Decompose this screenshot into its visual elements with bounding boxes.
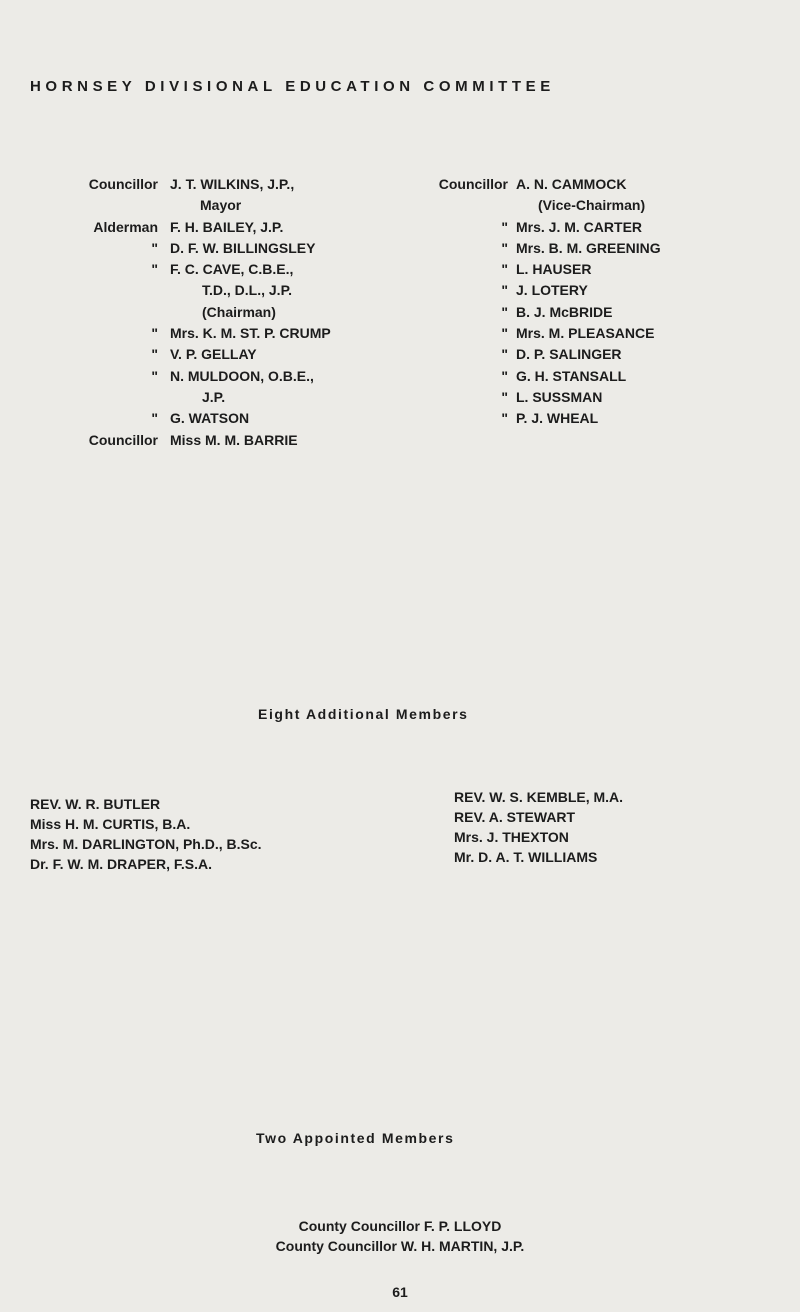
- member-row: " V. P. GELLAY: [151, 346, 257, 363]
- member-row: " P. J. WHEAL: [501, 410, 599, 427]
- list-item: REV. A. STEWART: [454, 809, 576, 825]
- list-item: REV. W. S. KEMBLE, M.A.: [454, 789, 624, 805]
- member-row: (Chairman): [202, 303, 276, 320]
- list-item: Dr. F. W. M. DRAPER, F.S.A.: [30, 856, 213, 872]
- member-row: " D. F. W. BILLINGSLEY: [151, 239, 316, 256]
- additional-members-right: [454, 787, 623, 867]
- right-member-column: [412, 174, 782, 430]
- left-member-column: [30, 174, 410, 451]
- member-row: " Mrs. K. M. ST. P. CRUMP: [151, 325, 331, 342]
- member-row: J.P.: [202, 388, 226, 405]
- member-row: (Vice-Chairman): [538, 197, 646, 214]
- member-row: " B. J. McBRIDE: [501, 303, 613, 320]
- member-row: Councillor J. T. WILKINS, J.P.,: [88, 176, 295, 192]
- member-row: Alderman F. H. BAILEY, J.P.: [93, 218, 284, 235]
- member-row: " L. SUSSMAN: [501, 388, 603, 405]
- list-item: Mrs. M. DARLINGTON, Ph.D., B.Sc.: [30, 836, 262, 852]
- member-row: " D. P. SALINGER: [501, 346, 622, 363]
- list-item: Mr. D. A. T. WILLIAMS: [454, 849, 598, 865]
- member-row: " G. H. STANSALL: [501, 367, 627, 384]
- member-row: " J. LOTERY: [501, 282, 588, 299]
- member-row: " N. MULDOON, O.B.E.,: [151, 367, 314, 384]
- page-number: 61: [392, 1284, 408, 1300]
- appointed-members-heading: Two Appointed Members: [256, 1130, 455, 1146]
- list-item: County Councillor W. H. MARTIN, J.P.: [275, 1238, 525, 1254]
- member-row: " F. C. CAVE, C.B.E.,: [151, 261, 294, 278]
- member-row: " Mrs. B. M. GREENING: [501, 239, 661, 256]
- additional-members-heading: Eight Additional Members: [258, 706, 469, 722]
- member-row: Mayor: [200, 197, 242, 214]
- member-row: Councillor Miss M. M. BARRIE: [88, 431, 298, 448]
- member-row: " L. HAUSER: [501, 261, 592, 278]
- member-row: " Mrs. M. PLEASANCE: [501, 325, 655, 342]
- appointed-members-list: [0, 1216, 800, 1256]
- additional-members-left: [30, 794, 262, 874]
- list-item: Miss H. M. CURTIS, B.A.: [30, 816, 191, 832]
- list-item: REV. W. R. BUTLER: [30, 796, 161, 812]
- list-item: Mrs. J. THEXTON: [454, 829, 569, 845]
- member-row: T.D., D.L., J.P.: [202, 282, 292, 299]
- member-row: " G. WATSON: [151, 410, 250, 427]
- member-row: Councillor A. N. CAMMOCK: [438, 176, 627, 192]
- list-item: County Councillor F. P. LLOYD: [298, 1218, 502, 1234]
- member-row: " Mrs. J. M. CARTER: [501, 218, 643, 235]
- committee-title: HORNSEY DIVISIONAL EDUCATION COMMITTEE: [30, 78, 555, 95]
